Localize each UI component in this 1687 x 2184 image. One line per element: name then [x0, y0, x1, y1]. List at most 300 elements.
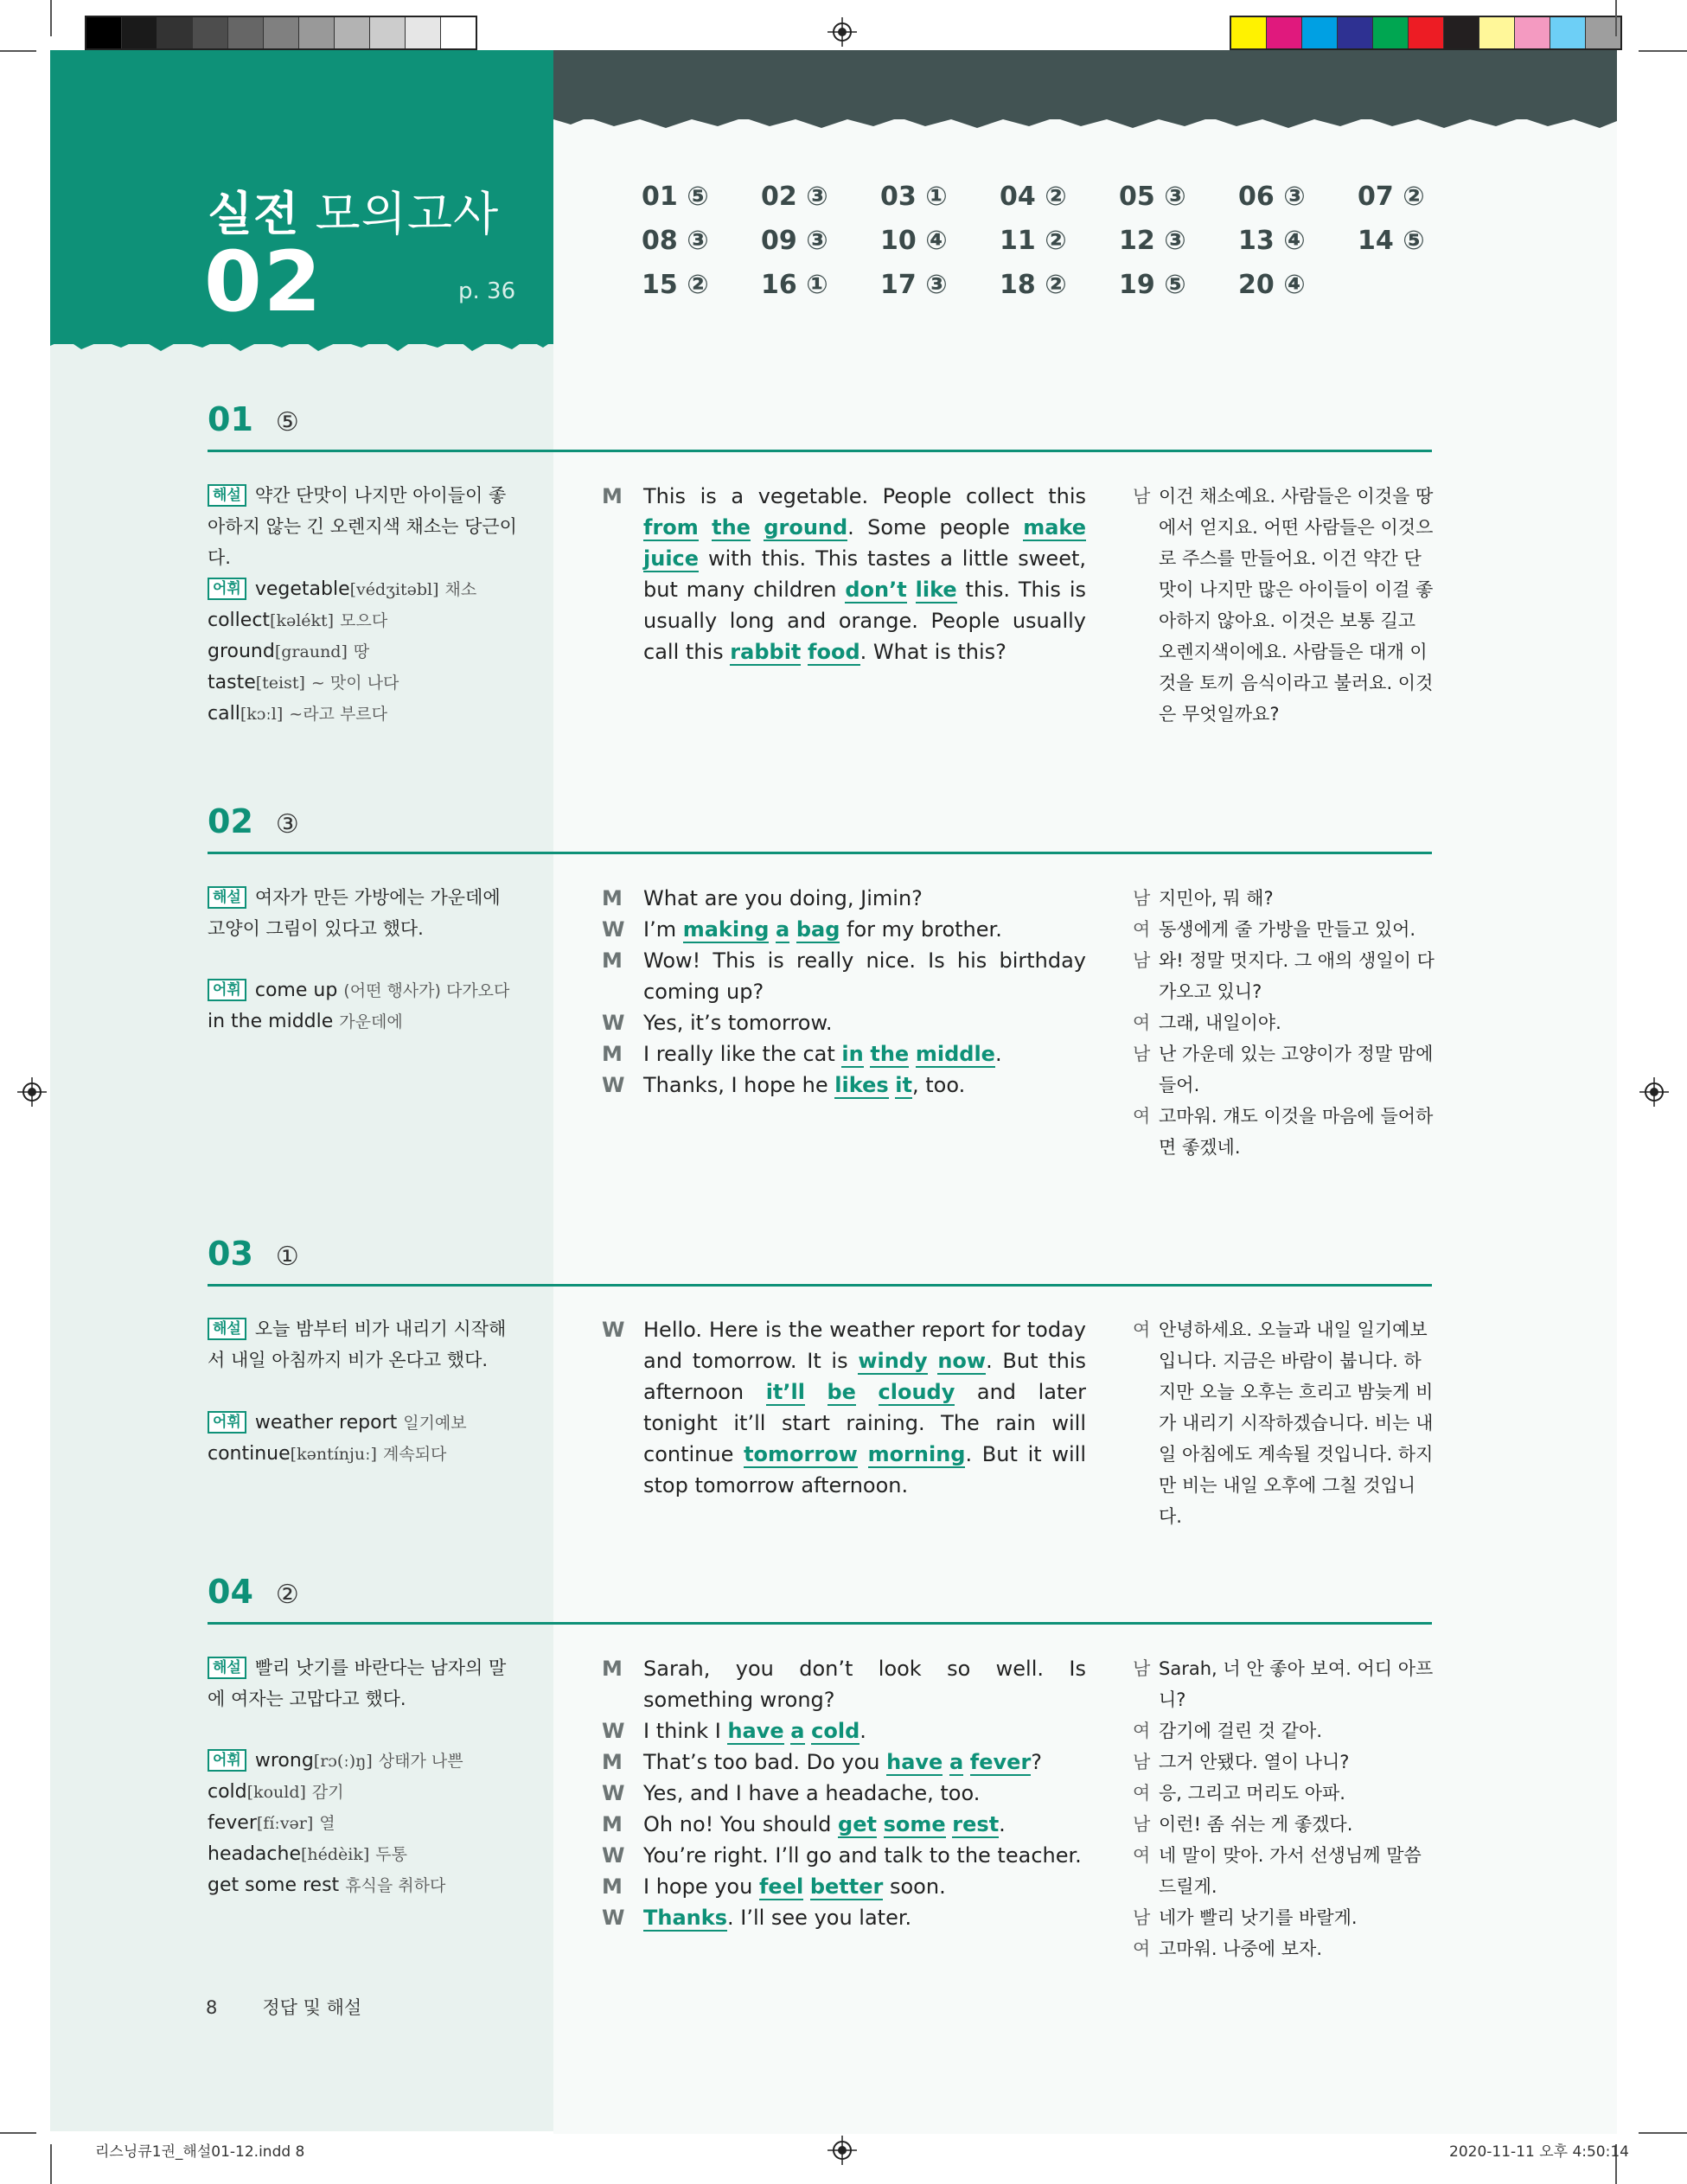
script-line	[602, 481, 1086, 667]
translation-line	[1133, 1778, 1435, 1809]
dictation-answer: some	[883, 1812, 946, 1836]
speaker-label: M	[602, 1812, 623, 1836]
dictation-answer: a	[776, 917, 790, 942]
script-fragment	[907, 578, 916, 602]
translation-speaker: 여	[1133, 1938, 1151, 1959]
speaker-label: M	[602, 484, 623, 508]
script-text	[643, 914, 1086, 945]
question-header-02: 02 ③	[208, 802, 299, 840]
header-brush-edge	[553, 112, 1617, 133]
vocab-meaning: (어떤 행사가) 다가오다	[343, 981, 510, 1000]
vocab-word: fever	[208, 1812, 257, 1834]
page-title: 실전 모의고사	[208, 187, 500, 241]
translation-line	[1133, 1902, 1435, 1933]
dictation-answer: rest	[952, 1812, 1000, 1836]
translation-line	[1133, 1840, 1435, 1902]
vocab-list-02	[208, 975, 519, 1038]
color-swatch	[370, 17, 406, 48]
translation-text: 감기에 걸린 것 같아.	[1159, 1721, 1322, 1741]
trim-mark	[50, 2144, 52, 2184]
explanation-03: 해설 오늘 밤부터 비가 내리기 시작해서 내일 아침까지 비가 온다고 했다.	[208, 1319, 507, 1370]
question-header-01: 01 ⑤	[208, 400, 299, 438]
color-swatch	[1231, 17, 1267, 48]
dictation-answer: bag	[796, 917, 840, 942]
script-fragment: Hello. Here is the weather report for today and tomorrow. It is	[643, 1318, 1086, 1373]
speaker-label: M	[602, 948, 623, 973]
script-fragment: for my brother.	[840, 917, 1002, 942]
dictation-answer: a	[790, 1719, 805, 1743]
vocab-meaning: 모으다	[340, 611, 388, 630]
page-reference: p. 36	[458, 278, 516, 304]
vocab-word: taste	[208, 672, 256, 693]
page-footer	[206, 1994, 361, 2020]
translation-text: 와! 정말 멋지다. 그 애의 생일이 다가오고 있니?	[1159, 950, 1435, 1002]
banner-brush-edge	[50, 329, 553, 354]
dictation-answer: Thanks	[643, 1906, 727, 1930]
dictation-answer: food	[808, 640, 860, 664]
script-text	[643, 1840, 1086, 1871]
vocab-item	[208, 1439, 519, 1470]
translation-speaker: 여	[1133, 1845, 1151, 1866]
vocab-meaning: 땅	[353, 642, 370, 661]
script-text	[643, 1902, 1086, 1933]
color-swatch	[1302, 17, 1338, 48]
translation-01	[1133, 481, 1435, 730]
script-fragment: . But this afternoon	[643, 1349, 1086, 1404]
explanation-tag: 해설	[208, 1318, 246, 1340]
script-text	[643, 945, 1086, 1007]
translation-text: 그거 안됐다. 열이 나니?	[1159, 1752, 1350, 1772]
vocab-word: come up	[254, 980, 338, 1001]
vocab-tag: 어휘	[208, 979, 246, 1001]
script-line	[602, 1778, 1086, 1809]
script-fragment: That’s too bad. Do you	[643, 1750, 887, 1774]
page-number: 8	[206, 1997, 218, 2018]
color-swatch	[228, 17, 264, 48]
color-swatch	[406, 17, 441, 48]
color-swatch	[1515, 17, 1550, 48]
script-fragment: What are you doing, Jimin?	[643, 886, 923, 910]
script-fragment: . But it will stop tomorrow afternoon.	[643, 1442, 1087, 1498]
script-line	[602, 1747, 1086, 1778]
vocab-item	[208, 975, 519, 1006]
speaker-label: W	[602, 1318, 625, 1342]
slug-date: 2020-11-11 오후 4:50:14	[1449, 2143, 1629, 2161]
script-fragment	[803, 1874, 810, 1899]
dictation-answer: make	[1023, 515, 1086, 540]
script-line	[602, 1314, 1086, 1501]
trim-mark	[0, 2132, 36, 2134]
footer-label: 정답 및 해설	[262, 1997, 362, 2018]
answer-item: 10 ④	[880, 226, 948, 256]
speaker-label: M	[602, 1750, 623, 1774]
answer-item: 13 ④	[1238, 226, 1306, 256]
vocab-word: in the middle	[208, 1011, 334, 1032]
dictation-answer: ground	[764, 515, 848, 540]
translation-text: 고마워. 나중에 보자.	[1159, 1938, 1322, 1959]
script-fragment	[963, 1750, 970, 1774]
script-text	[643, 1809, 1086, 1840]
answer-item: 15 ②	[642, 270, 709, 300]
vocab-word: continue	[208, 1443, 291, 1465]
vocab-word: get some rest	[208, 1874, 340, 1896]
script-fragment	[805, 1719, 812, 1743]
dictation-answer: juice	[643, 546, 700, 571]
script-fragment	[909, 1042, 916, 1066]
script-fragment: , too.	[911, 1073, 966, 1097]
script-fragment: Sarah, you don’t look so well. Is something wrong?	[643, 1657, 1086, 1712]
vocab-item	[208, 574, 519, 605]
vocab-ipa: [hédèik]	[300, 1845, 370, 1864]
dictation-answer: the	[712, 515, 751, 540]
translation-line	[1133, 1715, 1435, 1747]
translation-line	[1133, 481, 1435, 730]
trim-mark	[1615, 0, 1617, 36]
vocab-list-04	[208, 1746, 519, 1901]
script-fragment: I’m	[643, 917, 683, 942]
vocab-item	[208, 667, 519, 699]
script-text	[643, 1871, 1086, 1902]
dictation-answer: likes	[834, 1073, 889, 1097]
translation-speaker: 남	[1133, 1044, 1151, 1064]
script-fragment	[789, 917, 796, 942]
translation-line	[1133, 914, 1435, 945]
vocab-ipa: [kould]	[246, 1783, 306, 1802]
dictation-answer: cold	[811, 1719, 860, 1743]
vocab-word: collect	[208, 610, 271, 631]
vocab-tag: 어휘	[208, 1749, 246, 1772]
script-fragment: I think I	[643, 1719, 728, 1743]
trim-mark	[50, 0, 52, 36]
vocab-word: wrong	[254, 1750, 314, 1772]
dictation-answer: get	[838, 1812, 877, 1836]
translation-text: 이건 채소예요. 사람들은 이것을 땅에서 얻지요. 어떤 사람들은 이것으로 주스를 만들어요. 이건 약간 단맛이 나지만 많은 아이들이 이걸 좋아하지 않아요. 이것은 보통 길고 오렌지색이에요. 사람들은 대개 이것을 토끼 음식이라고 불러요. 이것은 무엇일까요?	[1159, 486, 1434, 725]
script-04	[602, 1653, 1086, 1933]
script-line	[602, 1871, 1086, 1902]
script-03	[602, 1314, 1086, 1501]
vocab-item	[208, 1777, 519, 1808]
vocab-item	[208, 1408, 519, 1439]
dictation-answer: like	[915, 578, 957, 602]
explanation-tag: 해설	[208, 886, 246, 909]
translation-line	[1133, 945, 1435, 1007]
translation-04	[1133, 1653, 1435, 1964]
color-swatch	[335, 17, 370, 48]
translation-text: 난 가운데 있는 고양이가 정말 맘에 들어.	[1159, 1044, 1434, 1095]
answer-item: 16 ①	[761, 270, 828, 300]
translation-speaker: 남	[1133, 1658, 1151, 1679]
dictation-answer: tomorrow	[744, 1442, 858, 1466]
script-fragment: this. This is usually long and orange. People usually call this	[643, 578, 1086, 664]
script-line	[602, 1715, 1086, 1747]
vocab-ipa: [kəntínjuː]	[290, 1445, 377, 1464]
script-fragment: Yes, and I have a headache, too.	[643, 1781, 981, 1805]
header-band	[553, 50, 1617, 119]
vocab-meaning: ~ 맛이 나다	[310, 674, 399, 693]
answer-item: 18 ②	[1000, 270, 1067, 300]
answer-item: 11 ②	[1000, 226, 1067, 256]
color-swatch	[1267, 17, 1302, 48]
script-text	[643, 481, 1086, 667]
answer-item: 14 ⑤	[1358, 226, 1425, 256]
translation-text: 지민아, 뭐 해?	[1159, 888, 1274, 909]
speaker-label: M	[602, 886, 623, 910]
speaker-label: W	[602, 1781, 625, 1805]
translation-speaker: 여	[1133, 919, 1151, 940]
answer-item: 20 ④	[1238, 270, 1306, 300]
translation-text: 동생에게 줄 가방을 만들고 있어.	[1159, 919, 1416, 940]
speaker-label: W	[602, 1719, 625, 1743]
registration-mark-right	[1639, 1077, 1669, 1107]
script-fragment: .	[859, 1719, 866, 1743]
vocab-meaning: 열	[319, 1814, 335, 1833]
explanation-tag: 해설	[208, 484, 246, 507]
vocab-word: vegetable	[254, 578, 350, 600]
script-fragment: Wow! This is really nice. Is his birthday coming up?	[643, 948, 1086, 1004]
answer-item: 02 ③	[761, 182, 828, 212]
color-swatch	[1444, 17, 1479, 48]
vocab-item	[208, 605, 519, 636]
dictation-answer: feel	[758, 1874, 804, 1899]
script-line	[602, 1070, 1086, 1101]
speaker-label: M	[602, 1874, 623, 1899]
script-text	[643, 1747, 1086, 1778]
translation-02	[1133, 883, 1435, 1163]
section-divider	[208, 450, 1432, 452]
script-fragment: with this. This tastes a little sweet, but many children	[643, 546, 1086, 602]
dictation-answer: the	[870, 1042, 910, 1066]
script-fragment	[856, 1380, 879, 1404]
translation-speaker: 남	[1133, 486, 1151, 507]
script-fragment	[699, 515, 712, 540]
translation-03	[1133, 1314, 1435, 1532]
color-swatch	[1409, 17, 1444, 48]
script-fragment: You’re right. I’ll go and talk to the teacher.	[643, 1843, 1082, 1868]
dictation-answer: fever	[969, 1750, 1032, 1774]
color-swatch	[193, 17, 228, 48]
answer-item: 09 ③	[761, 226, 828, 256]
process-color-bar	[1230, 16, 1622, 50]
translation-line	[1133, 1933, 1435, 1964]
vocab-item	[208, 636, 519, 667]
dictation-answer: morning	[867, 1442, 966, 1466]
vocab-item	[208, 1870, 519, 1901]
vocab-ipa: [védʒitəbl]	[349, 580, 439, 599]
script-text	[643, 883, 1086, 914]
vocab-meaning: 휴식을 취하다	[345, 1876, 446, 1895]
dictation-answer: middle	[915, 1042, 995, 1066]
script-text	[643, 1653, 1086, 1715]
vocab-ipa: [fíːvər]	[256, 1814, 314, 1833]
speaker-label: W	[602, 917, 625, 942]
script-fragment	[858, 1442, 868, 1466]
trim-mark	[1639, 50, 1687, 52]
answer-item: 03 ①	[880, 182, 948, 212]
script-text	[643, 1715, 1086, 1747]
speaker-label: M	[602, 1042, 623, 1066]
dictation-answer: have	[886, 1750, 943, 1774]
translation-text: 네가 빨리 낫기를 바랄게.	[1159, 1907, 1358, 1928]
dictation-answer: have	[727, 1719, 784, 1743]
vocab-word: weather report	[254, 1412, 398, 1434]
question-header-03: 03 ①	[208, 1235, 299, 1273]
vocab-item	[208, 1839, 519, 1870]
translation-speaker: 여	[1133, 1721, 1151, 1741]
script-fragment: and later tonight it’ll start raining. The rain will continue	[643, 1380, 1086, 1466]
script-fragment	[877, 1812, 884, 1836]
vocab-item	[208, 1808, 519, 1839]
translation-line	[1133, 1007, 1435, 1038]
translation-text: Sarah, 너 안 좋아 보여. 어디 아프니?	[1159, 1658, 1434, 1710]
trim-mark	[1639, 2132, 1687, 2134]
script-fragment: .	[999, 1812, 1006, 1836]
script-fragment: . Some people	[847, 515, 1024, 540]
script-line	[602, 945, 1086, 1007]
script-line	[602, 1653, 1086, 1715]
explanation-01: 해설 약간 단맛이 나지만 아이들이 좋아하지 않는 긴 오렌지색 채소는 당근이다.	[208, 485, 517, 568]
vocab-ipa: [teist]	[255, 674, 305, 693]
explanation-02: 해설 여자가 만든 가방에는 가운데에 고양이 그림이 있다고 했다.	[208, 887, 501, 939]
dictation-answer: better	[809, 1874, 884, 1899]
color-swatch	[441, 17, 476, 48]
script-fragment: .	[994, 1042, 1002, 1066]
vocab-word: headache	[208, 1843, 301, 1865]
script-line	[602, 1038, 1086, 1070]
script-fragment	[751, 515, 764, 540]
vocab-list-01	[208, 574, 519, 730]
vocab-meaning: 일기예보	[403, 1414, 467, 1433]
color-swatch	[122, 17, 157, 48]
script-fragment: . I’ll see you later.	[726, 1906, 912, 1930]
script-fragment	[943, 1750, 949, 1774]
dictation-answer: in	[841, 1042, 864, 1066]
translation-line	[1133, 1653, 1435, 1715]
translation-text: 네 말이 맞아. 가서 선생님께 말씀드릴게.	[1159, 1845, 1422, 1897]
translation-speaker: 여	[1133, 1012, 1151, 1033]
script-line	[602, 883, 1086, 914]
dictation-answer: making	[682, 917, 770, 942]
vocab-meaning: 상태가 나쁜	[378, 1752, 463, 1771]
translation-line	[1133, 1314, 1435, 1532]
translation-speaker: 남	[1133, 1752, 1151, 1772]
answer-key-grid	[642, 182, 1477, 300]
color-swatch	[299, 17, 335, 48]
answer-item: 19 ⑤	[1119, 270, 1186, 300]
dictation-answer: windy	[858, 1349, 928, 1373]
translation-line	[1133, 1101, 1435, 1163]
translation-speaker: 남	[1133, 950, 1151, 971]
section-divider	[208, 852, 1432, 854]
translation-line	[1133, 1809, 1435, 1840]
speaker-label: W	[602, 1906, 625, 1930]
dictation-answer: it	[895, 1073, 912, 1097]
answer-item: 12 ③	[1119, 226, 1186, 256]
color-swatch	[157, 17, 193, 48]
registration-mark-top	[828, 17, 857, 47]
script-01	[602, 481, 1086, 667]
color-swatch	[264, 17, 299, 48]
script-fragment: . What is this?	[859, 640, 1006, 664]
vocab-word: ground	[208, 641, 275, 662]
vocab-tag: 어휘	[208, 578, 246, 600]
translation-speaker: 여	[1133, 1106, 1151, 1127]
vocab-item	[208, 1746, 519, 1777]
translation-text: 이런! 좀 쉬는 게 좋겠다.	[1159, 1814, 1353, 1835]
test-number: 02	[204, 233, 323, 330]
vocab-meaning: 가운데에	[339, 1012, 403, 1031]
script-line	[602, 1840, 1086, 1871]
script-text	[643, 1778, 1086, 1809]
vocab-item	[208, 699, 519, 730]
vocab-list-03	[208, 1408, 519, 1470]
script-text	[643, 1007, 1086, 1038]
translation-line	[1133, 1038, 1435, 1101]
speaker-label: W	[602, 1011, 625, 1035]
color-swatch	[1373, 17, 1409, 48]
script-fragment: soon.	[883, 1874, 946, 1899]
speaker-label: W	[602, 1843, 625, 1868]
dictation-answer: cloudy	[878, 1380, 955, 1404]
script-fragment: Oh no! You should	[643, 1812, 839, 1836]
script-fragment: Thanks, I hope he	[643, 1073, 835, 1097]
vocab-ipa: [graund]	[274, 642, 348, 661]
dictation-answer: now	[937, 1349, 987, 1373]
dictation-answer: from	[643, 515, 699, 540]
script-line	[602, 1902, 1086, 1933]
question-header-04: 04 ②	[208, 1573, 299, 1611]
section-divider	[208, 1622, 1432, 1625]
translation-speaker: 여	[1133, 1319, 1151, 1340]
script-02	[602, 883, 1086, 1101]
vocab-word: cold	[208, 1781, 247, 1803]
speaker-label: M	[602, 1657, 623, 1681]
answer-item: 17 ③	[880, 270, 948, 300]
dictation-answer: it’ll	[765, 1380, 805, 1404]
explanation-tag: 해설	[208, 1657, 246, 1679]
vocab-meaning: ~라고 부르다	[289, 705, 388, 724]
answer-item: 04 ②	[1000, 182, 1067, 212]
vocab-meaning: 감기	[311, 1783, 344, 1802]
script-fragment: ?	[1031, 1750, 1043, 1774]
dictation-answer: rabbit	[730, 640, 802, 664]
translation-text: 응, 그리고 머리도 아파.	[1159, 1783, 1345, 1804]
script-fragment: I hope you	[643, 1874, 759, 1899]
script-line	[602, 1007, 1086, 1038]
speaker-label: W	[602, 1073, 625, 1097]
script-text	[643, 1038, 1086, 1070]
translation-text: 고마워. 걔도 이것을 마음에 들어하면 좋겠네.	[1159, 1106, 1434, 1158]
script-fragment: I really like the cat	[643, 1042, 842, 1066]
script-fragment	[769, 917, 776, 942]
trim-mark	[0, 50, 36, 52]
slug-file: 리스닝큐1권_해설01-12.indd 8	[95, 2143, 305, 2161]
answer-item: 06 ③	[1238, 182, 1306, 212]
color-swatch	[1338, 17, 1373, 48]
answer-item: 07 ②	[1358, 182, 1425, 212]
registration-mark-bottom	[828, 2136, 857, 2165]
translation-speaker: 남	[1133, 888, 1151, 909]
answer-item: 01 ⑤	[642, 182, 709, 212]
section-divider	[208, 1284, 1432, 1287]
color-swatch	[86, 17, 122, 48]
color-swatch	[1550, 17, 1586, 48]
script-fragment	[928, 1349, 938, 1373]
dictation-answer: a	[949, 1750, 964, 1774]
dictation-answer: don’t	[845, 578, 907, 602]
script-fragment: This is a vegetable. People collect this	[643, 484, 1086, 508]
script-fragment	[805, 1380, 828, 1404]
vocab-meaning: 채소	[444, 580, 477, 599]
